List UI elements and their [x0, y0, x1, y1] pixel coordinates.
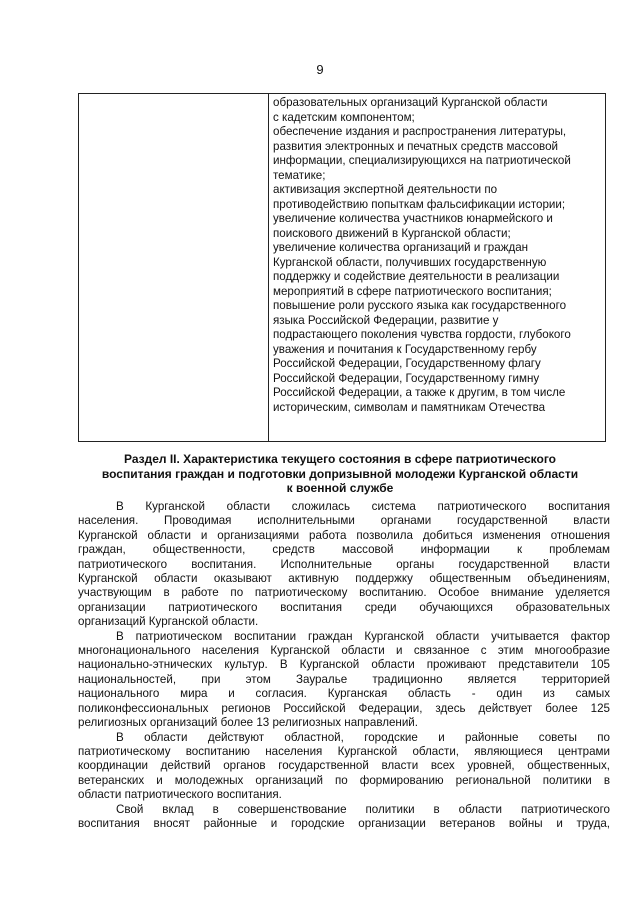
paragraph-line: патриотического воспитания. Исполнительные органы государственной власти [78, 557, 610, 571]
table-text-line: Российской Федерации, а также к другим, в том числе [273, 386, 566, 399]
paragraph-3 [78, 731, 610, 803]
paragraph-line: населения. Проводимая исполнительными органами государственной власти [78, 514, 610, 528]
section-heading-line: воспитания граждан и подготовки допризывной молодежи Курганской области [101, 466, 579, 481]
paragraph-line: религиозных организаций более 13 религиозных направлений. [78, 716, 418, 730]
paragraph-line: национальностей, при этом Зауралье традиционно является территорией [78, 672, 610, 686]
table-text-line: историческим, символам и памятникам Отечества [273, 400, 546, 414]
paragraph-line: патриотическому воспитанию населения Курганской области, являющиеся центрами [78, 744, 610, 758]
paragraph-4 [78, 803, 610, 832]
table-text-line: противодействию попыткам фальсификации истории; [273, 197, 566, 211]
paragraph-line: организации патриотического воспитания среди обучающихся образовательных [78, 600, 610, 614]
section-heading [70, 452, 610, 496]
continuation-table [78, 93, 606, 442]
paragraph-line: Курганской области и организациями работа позволила добиться изменения отношения [78, 528, 610, 542]
paragraph-line: организаций Курганской области. [78, 615, 259, 629]
table-text-line: повышение роли русского языка как государственного [273, 299, 567, 312]
paragraph-line: национально-этнических культур. В Курганской области проживают представители 105 [78, 658, 610, 672]
table-text-line: Российской Федерации, Государственному флагу [273, 357, 541, 370]
table-text-line: Российской Федерации, Государственному гимну [273, 371, 540, 385]
paragraph-line: национального мира и согласия. Курганская область - один из самых [78, 687, 610, 701]
page-number: 9 [316, 62, 324, 77]
table-text-line: поддержку и содействие деятельности в реализации [273, 270, 560, 283]
paragraph-line: В области действуют областной, городские и районные советы по [116, 730, 610, 744]
paragraph-line: координации действий органов государственной власти всех уровней, общественных, [78, 759, 610, 773]
table-text-line: Курганской области, получивших государственную [273, 255, 547, 269]
paragraph-line: многонационального населения Курганской области и связанное с этим многообразие [78, 644, 610, 658]
table-text-line: информации, специализирующихся на патриотической [273, 154, 571, 167]
paragraph-line: воспитания вносят районные и городские организации ветеранов войны и труда, [78, 816, 610, 830]
paragraph-2 [78, 630, 610, 731]
paragraph-line: области патриотического воспитания. [78, 788, 282, 802]
paragraph-line: участвующим в работе по патриотическому воспитанию. Особое внимание уделяется [78, 586, 610, 600]
paragraph-line: Свой вклад в совершенствование политики в области патриотического [116, 802, 610, 816]
table-text-line: поискового движений в Курганской области; [273, 226, 511, 240]
section-heading-line: Раздел II. Характеристика текущего состояния в сфере патриотического [123, 452, 557, 466]
table-text-line: развития электронных и печатных средств массовой [273, 139, 559, 153]
table-text-line: тематике; [273, 168, 326, 182]
table-right-cell [269, 94, 605, 441]
table-text-line: увеличение количества участников юнармейского и [273, 212, 553, 225]
table-text-line: активизация экспертной деятельности по [273, 183, 498, 196]
paragraph-line: поликонфессиональных регионов Российской Федерации, здесь действует более 125 [78, 701, 610, 715]
table-text-line: образовательных организаций Курганской области [273, 96, 548, 109]
section-heading-line: к военной службе [286, 481, 394, 495]
table-text-line: обеспечение издания и распространения литературы, [273, 125, 567, 138]
body-text [78, 500, 610, 831]
table-text-line: языка Российской Федерации, развитие у [273, 313, 499, 327]
table-text-line: подрастающего поколения чувства гордости, глубокого [273, 328, 571, 341]
table-text-line: мероприятий в сфере патриотического воспитания; [273, 284, 552, 298]
paragraph-line: граждан, общественности, средств массовой информации к проблемам [78, 543, 610, 557]
table-text-line: с кадетским компонентом; [273, 110, 415, 124]
paragraph-line: ветеранских и молодежных организаций по формированию региональной политики в [78, 773, 610, 787]
paragraph-line: В патриотическом воспитании граждан Курганской области учитывается фактор [116, 629, 610, 643]
table-text-line: уважения и почитания к Государственному гербу [273, 342, 537, 356]
table-text-line: увеличение количества организаций и граждан [273, 241, 529, 254]
paragraph-line: Курганской области оказывают активную поддержку общественным объединениям, [78, 572, 610, 586]
paragraph-1 [78, 500, 610, 630]
paragraph-line: В Курганской области сложилась система патриотического воспитания [116, 500, 610, 513]
table-left-cell [79, 94, 269, 441]
